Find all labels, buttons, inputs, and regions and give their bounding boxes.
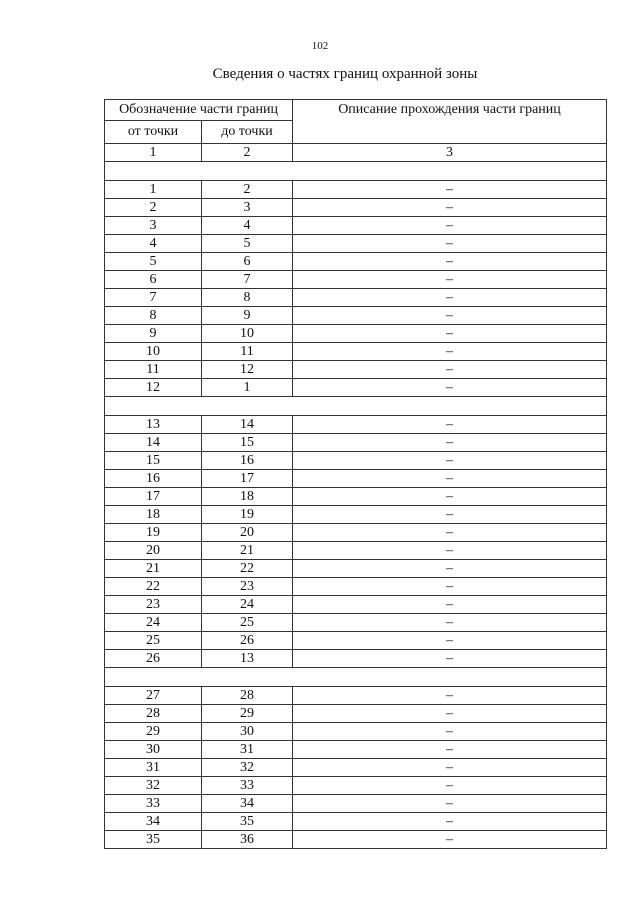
to-point-cell: 19 [202, 506, 293, 524]
description-cell: – [293, 199, 607, 217]
description-cell: – [293, 795, 607, 813]
table-row [105, 470, 607, 488]
from-point-cell: 29 [105, 723, 202, 741]
to-point-cell: 10 [202, 325, 293, 343]
from-point-cell: 4 [105, 235, 202, 253]
table-row [105, 307, 607, 325]
from-point-cell: 25 [105, 632, 202, 650]
from-point-cell: 14 [105, 434, 202, 452]
from-point-cell: 22 [105, 578, 202, 596]
table-row [105, 361, 607, 379]
from-point-cell: 33 [105, 795, 202, 813]
description-cell: – [293, 759, 607, 777]
from-point-cell: 1 [105, 181, 202, 199]
table-row [105, 199, 607, 217]
from-point-cell: 7 [105, 289, 202, 307]
to-point-cell: 13 [202, 650, 293, 668]
group-separator-row [105, 668, 607, 687]
description-cell: – [293, 253, 607, 271]
to-point-cell: 32 [202, 759, 293, 777]
table-row [105, 271, 607, 289]
from-point-cell: 32 [105, 777, 202, 795]
to-point-cell: 20 [202, 524, 293, 542]
from-point-cell: 12 [105, 379, 202, 397]
table-row [105, 614, 607, 632]
description-cell: – [293, 488, 607, 506]
table-row [105, 253, 607, 271]
description-cell: – [293, 813, 607, 831]
description-cell: – [293, 235, 607, 253]
group-separator-cell [105, 162, 607, 181]
column-number: 1 [105, 144, 202, 162]
table-row [105, 632, 607, 650]
description-cell: – [293, 416, 607, 434]
to-point-cell: 16 [202, 452, 293, 470]
table-row [105, 831, 607, 849]
table-row [105, 759, 607, 777]
description-cell: – [293, 434, 607, 452]
description-cell: – [293, 506, 607, 524]
description-cell: – [293, 614, 607, 632]
from-point-cell: 26 [105, 650, 202, 668]
table-row [105, 650, 607, 668]
column-number: 2 [202, 144, 293, 162]
description-cell: – [293, 343, 607, 361]
from-point-cell: 9 [105, 325, 202, 343]
table-row [105, 343, 607, 361]
to-point-cell: 29 [202, 705, 293, 723]
table-row [105, 217, 607, 235]
table-row [105, 434, 607, 452]
table-row [105, 578, 607, 596]
table-row [105, 687, 607, 705]
table-row [105, 813, 607, 831]
to-point-cell: 5 [202, 235, 293, 253]
group-separator-cell [105, 397, 607, 416]
to-point-cell: 26 [202, 632, 293, 650]
from-point-cell: 5 [105, 253, 202, 271]
from-point-cell: 28 [105, 705, 202, 723]
to-point-cell: 30 [202, 723, 293, 741]
from-point-cell: 18 [105, 506, 202, 524]
to-point-cell: 14 [202, 416, 293, 434]
boundary-parts-table [104, 99, 607, 849]
from-point-cell: 10 [105, 343, 202, 361]
from-point-cell: 20 [105, 542, 202, 560]
description-cell: – [293, 325, 607, 343]
to-point-cell: 35 [202, 813, 293, 831]
page-number: 102 [311, 40, 329, 52]
description-cell: – [293, 307, 607, 325]
header-description-label: Описание прохождения части границ [293, 100, 607, 144]
table-row [105, 289, 607, 307]
description-cell: – [293, 470, 607, 488]
description-cell: – [293, 524, 607, 542]
table-body [105, 162, 607, 849]
document-title: Сведения о частях границ охранной зоны [212, 66, 478, 82]
to-point-cell: 25 [202, 614, 293, 632]
to-point-cell: 6 [202, 253, 293, 271]
to-point-cell: 4 [202, 217, 293, 235]
to-point-cell: 24 [202, 596, 293, 614]
description-cell: – [293, 650, 607, 668]
table-row [105, 524, 607, 542]
description-cell: – [293, 687, 607, 705]
to-point-cell: 1 [202, 379, 293, 397]
table-row [105, 452, 607, 470]
from-point-cell: 21 [105, 560, 202, 578]
group-separator-row [105, 162, 607, 181]
to-point-cell: 23 [202, 578, 293, 596]
from-point-cell: 3 [105, 217, 202, 235]
table-row [105, 542, 607, 560]
table-row [105, 741, 607, 759]
description-cell: – [293, 723, 607, 741]
from-point-cell: 17 [105, 488, 202, 506]
description-cell: – [293, 632, 607, 650]
to-point-cell: 8 [202, 289, 293, 307]
to-point-cell: 17 [202, 470, 293, 488]
table-row [105, 416, 607, 434]
from-point-cell: 27 [105, 687, 202, 705]
description-cell: – [293, 560, 607, 578]
to-point-cell: 7 [202, 271, 293, 289]
from-point-cell: 24 [105, 614, 202, 632]
header-from-label: от точки [105, 121, 202, 144]
description-cell: – [293, 379, 607, 397]
description-cell: – [293, 271, 607, 289]
table-row [105, 379, 607, 397]
description-cell: – [293, 452, 607, 470]
to-point-cell: 15 [202, 434, 293, 452]
table-row [105, 506, 607, 524]
to-point-cell: 2 [202, 181, 293, 199]
description-cell: – [293, 217, 607, 235]
description-cell: – [293, 596, 607, 614]
table-row [105, 723, 607, 741]
to-point-cell: 28 [202, 687, 293, 705]
to-point-cell: 36 [202, 831, 293, 849]
description-cell: – [293, 831, 607, 849]
from-point-cell: 30 [105, 741, 202, 759]
from-point-cell: 2 [105, 199, 202, 217]
header-group-label: Обозначение части границ [105, 100, 293, 121]
to-point-cell: 18 [202, 488, 293, 506]
to-point-cell: 11 [202, 343, 293, 361]
column-number: 3 [293, 144, 607, 162]
table-row [105, 705, 607, 723]
from-point-cell: 34 [105, 813, 202, 831]
header-to-label: до точки [202, 121, 293, 144]
to-point-cell: 3 [202, 199, 293, 217]
from-point-cell: 15 [105, 452, 202, 470]
table-row [105, 795, 607, 813]
from-point-cell: 35 [105, 831, 202, 849]
description-cell: – [293, 542, 607, 560]
to-point-cell: 12 [202, 361, 293, 379]
from-point-cell: 31 [105, 759, 202, 777]
group-separator-row [105, 397, 607, 416]
description-cell: – [293, 578, 607, 596]
table-row [105, 488, 607, 506]
table-row [105, 235, 607, 253]
group-separator-cell [105, 668, 607, 687]
description-cell: – [293, 289, 607, 307]
to-point-cell: 9 [202, 307, 293, 325]
table-row [105, 777, 607, 795]
from-point-cell: 8 [105, 307, 202, 325]
from-point-cell: 19 [105, 524, 202, 542]
table-row [105, 325, 607, 343]
table-row [105, 181, 607, 199]
from-point-cell: 13 [105, 416, 202, 434]
to-point-cell: 21 [202, 542, 293, 560]
description-cell: – [293, 741, 607, 759]
description-cell: – [293, 705, 607, 723]
to-point-cell: 22 [202, 560, 293, 578]
table-row [105, 596, 607, 614]
from-point-cell: 6 [105, 271, 202, 289]
to-point-cell: 33 [202, 777, 293, 795]
description-cell: – [293, 777, 607, 795]
table-row [105, 560, 607, 578]
from-point-cell: 23 [105, 596, 202, 614]
to-point-cell: 31 [202, 741, 293, 759]
description-cell: – [293, 181, 607, 199]
description-cell: – [293, 361, 607, 379]
from-point-cell: 11 [105, 361, 202, 379]
from-point-cell: 16 [105, 470, 202, 488]
to-point-cell: 34 [202, 795, 293, 813]
